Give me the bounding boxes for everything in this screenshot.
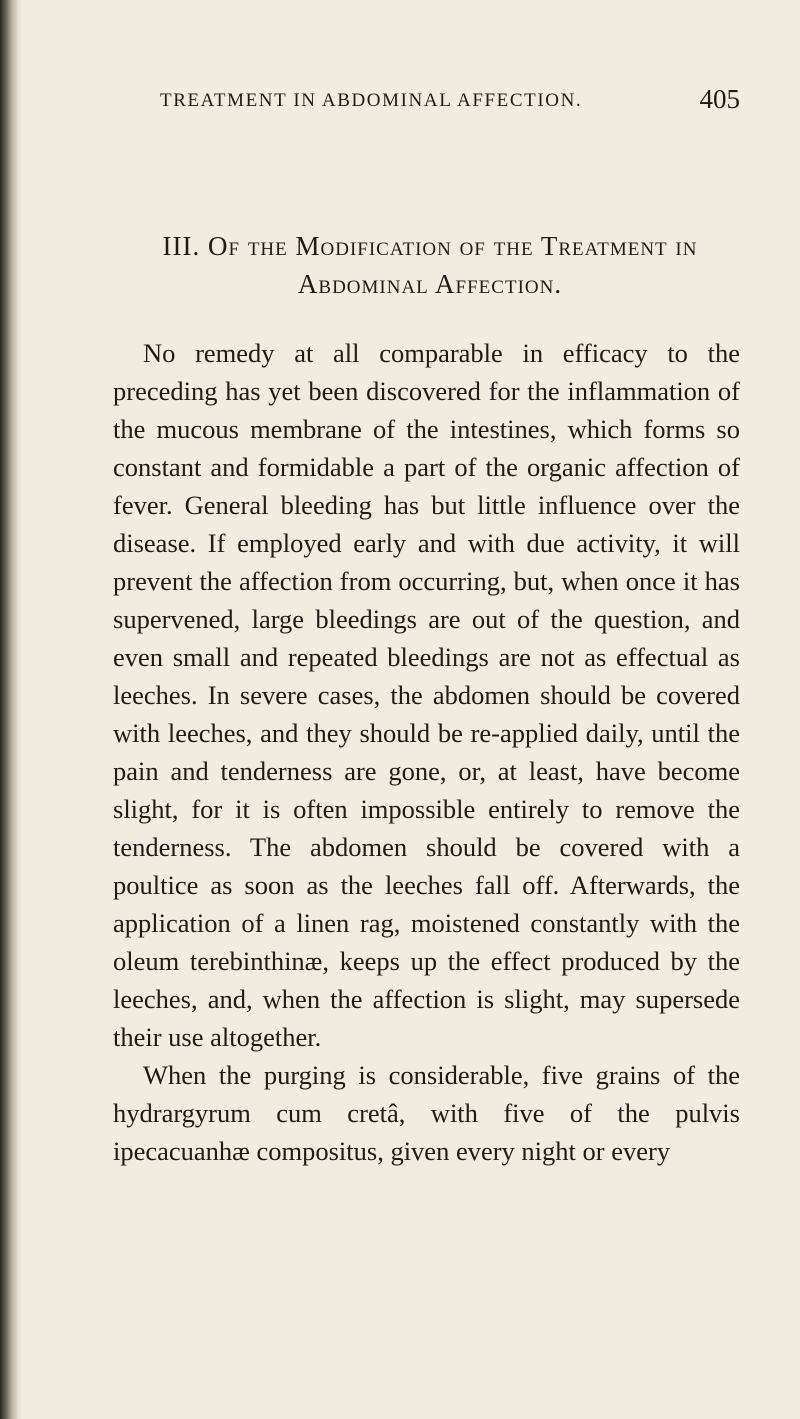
section-heading [110,227,750,303]
body-text [113,334,740,1170]
paragraph-2: When the purging is considerable, five grains of the hydrargyrum cum cretâ, with five of the pulvis ipecacuanhæ compositus, given every night or every [113,1060,740,1166]
paragraph-1: No remedy at all comparable in efficacy to the preceding has yet been discovered for the inflammation of the mucous membrane of the intestines, which forms so constant and formidable a part of the organic affection of fever. General bleeding has but little influence over the disease. If employed early and with due activity, it will prevent the affection from occurring, but, when once it has supervened, large bleedings are out of the question, and even small and repeated bleedings are not as effectual as leeches. In severe cases, the abdomen should be covered with leeches, and they should be re-applied daily, until the pain and tenderness are gone, or, at least, have become slight, for it is often impossible entirely to remove the tenderness. The abdomen should be covered with a poultice as soon as the leeches fall off. Afterwards, the application of a linen rag, moistened constantly with the oleum terebinthinæ, keeps up the effect produced by the leeches, and, when the affection is slight, may supersede their use altogether. [113,338,740,1052]
section-heading-line-1: III. Of the Modification of the Treatment in [162,231,698,261]
running-head [160,84,740,124]
running-title: TREATMENT IN ABDOMINAL AFFECTION. [160,90,583,111]
section-heading-line-2: Abdominal Affection. [297,269,563,299]
page-number: 405 [699,84,740,114]
